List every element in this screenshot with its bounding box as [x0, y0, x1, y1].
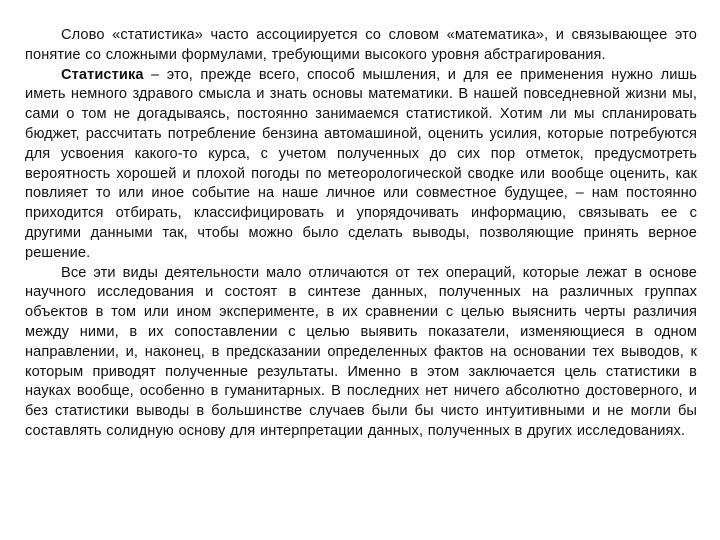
paragraph-science [25, 264, 697, 442]
paragraph-intro [25, 26, 697, 66]
paragraph-definition [25, 66, 697, 264]
document-body [25, 26, 697, 442]
term-statistics: Статистика [61, 66, 144, 83]
paragraph-science-text: Все эти виды деятельности мало отличаются от тех операций, которые лежат в основе научного исследования и состоят в синтезе данных, полученных на различных группах объектов в том или ином эксперименте, в их сравнении с целью выяснить черты различия между ними, в их сопоставлении с целью выявить показатели, изменяющиеся в одном направлении, и, наконец, в предсказании определенных фактов на основании тех выводов, к которым приводят полученные результаты. Именно в этом заключается цель статистики в науках вообще, особенно в гуманитарных. В последних нет ничего абсолютно достоверного, и без статистики выводы в большинстве случаев были бы чисто интуитивными и не могли бы составлять солидную основу для интерпретации данных, полученных в других исследованиях. [25, 264, 697, 439]
paragraph-definition-text: – это, прежде всего, способ мышления, и для ее применения нужно лишь иметь немного здравого смысла и знать основы математики. В нашей повседневной жизни мы, сами о том не догадываясь, постоянно занимаемся статистикой. Хотим ли мы спланировать бюджет, рассчитать потребление бензина автомашиной, оценить усилия, которые потребуются для усвоения какого-то курса, с учетом полученных до сих пор отметок, предусмотреть вероятность хорошей и плохой погоды по метеорологической сводке или вообще оценить, как повлияет то или иное событие на наше личное или совместное будущее, – нам постоянно приходится отбирать, классифицировать и упорядочивать информацию, связывать ее с другими данными так, чтобы можно было сделать выводы, позволяющие принять верное решение. [25, 66, 697, 261]
paragraph-intro-text: Слово «статистика» часто ассоциируется со словом «математика», и связывающее это понятие со сложными формулами, требующими высокого уровня абстрагирования. [25, 27, 697, 63]
